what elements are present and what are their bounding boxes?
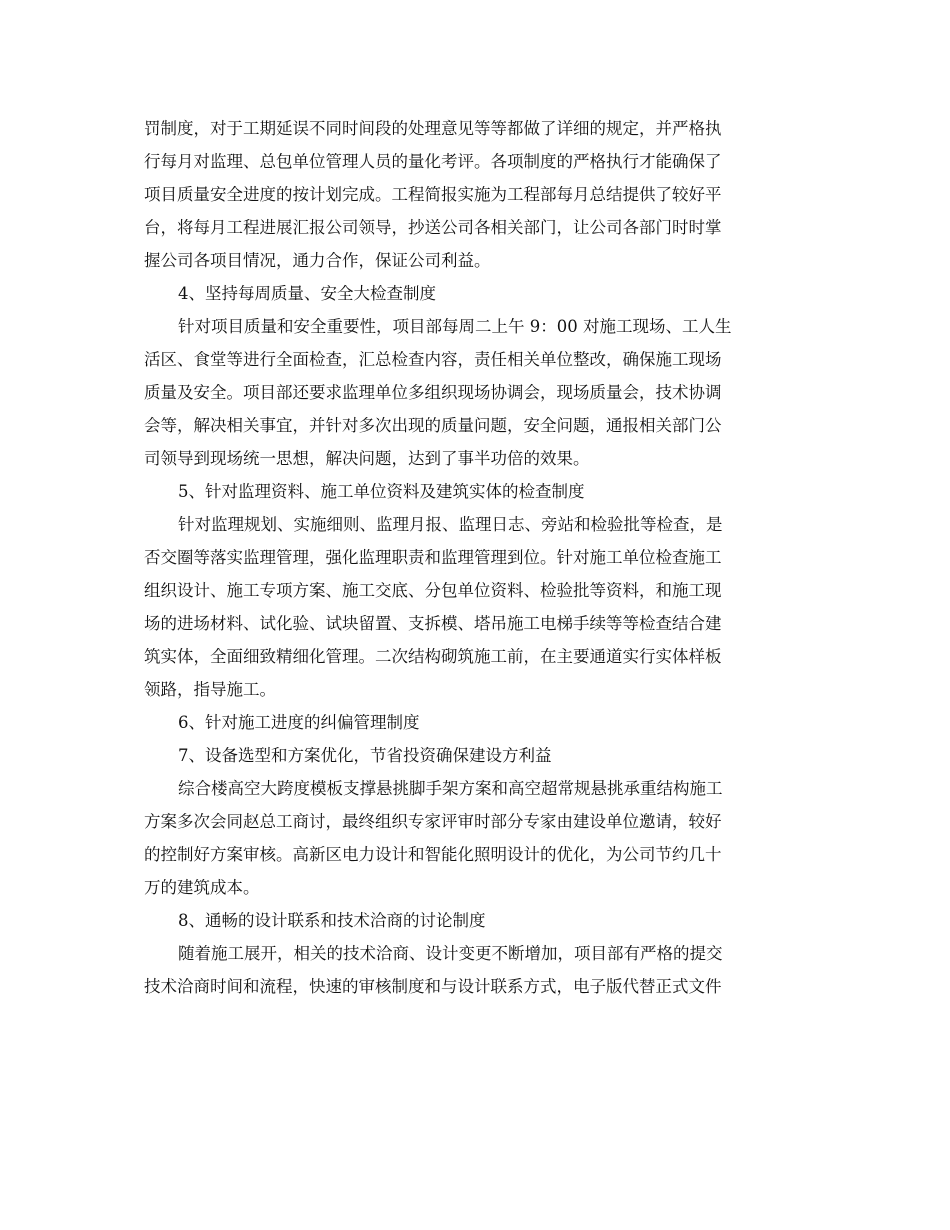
section-heading: 8、通畅的设计联系和技术洽商的讨论制度 xyxy=(178,911,486,930)
text-line: 握公司各项目情况，通力合作，保证公司利益。 xyxy=(144,251,491,270)
text-line: 万的建筑成本。 xyxy=(144,878,260,897)
text-line: 技术洽商时间和流程，快速的审核制度和与设计联系方式，电子版代替正式文件 xyxy=(144,977,722,996)
text-line: 的控制好方案审核。高新区电力设计和智能化照明设计的优化，为公司节约几十 xyxy=(144,845,722,864)
paragraph-start-line: 随着施工展开，相关的技术洽商、设计变更不断增加，项目部有严格的提交 xyxy=(178,944,723,963)
text-line: 活区、食堂等进行全面检查，汇总检查内容，责任相关单位整改，确保施工现场 xyxy=(144,350,722,369)
section-heading: 6、针对施工进度的纠偏管理制度 xyxy=(178,713,420,732)
text-line: 筑实体，全面细致精细化管理。二次结构砌筑施工前，在主要通道实行实体样板 xyxy=(144,647,722,666)
text-line: 组织设计、施工专项方案、施工交底、分包单位资料、检验批等资料，和施工现 xyxy=(144,581,722,600)
text-line: 罚制度，对于工期延误不同时间段的处理意见等等都做了详细的规定，并严格执 xyxy=(144,119,722,138)
paragraph-start-line: 针对监理规划、实施细则、监理月报、监理日志、旁站和检验批等检查，是 xyxy=(178,515,723,534)
paragraph-start-line: 针对项目质量和安全重要性，项目部每周二上午 9：00 对施工现场、工人生 xyxy=(178,317,732,336)
section-heading: 7、设备选型和方案优化，节省投资确保建设方利益 xyxy=(178,746,552,765)
text-line: 否交圈等落实监理管理，强化监理职责和监理管理到位。针对施工单位检查施工 xyxy=(144,548,722,567)
text-line: 台，将每月工程进展汇报公司领导，抄送公司各相关部门，让公司各部门时时掌 xyxy=(144,218,722,237)
text-line: 方案多次会同赵总工商讨，最终组织专家评审时部分专家由建设单位邀请，较好 xyxy=(144,812,722,831)
section-heading: 5、针对监理资料、施工单位资料及建筑实体的检查制度 xyxy=(178,482,585,501)
text-line: 项目质量安全进度的按计划完成。工程简报实施为工程部每月总结提供了较好平 xyxy=(144,185,722,204)
text-line: 司领导到现场统一思想，解决问题，达到了事半功倍的效果。 xyxy=(144,449,590,468)
text-line: 会等，解决相关事宜，并针对多次出现的质量问题，安全问题，通报相关部门公 xyxy=(144,416,722,435)
text-line: 行每月对监理、总包单位管理人员的量化考评。各项制度的严格执行才能确保了 xyxy=(144,152,722,171)
text-line: 领路，指导施工。 xyxy=(144,680,276,699)
text-line: 场的进场材料、试化验、试块留置、支拆模、塔吊施工电梯手续等等检查结合建 xyxy=(144,614,722,633)
paragraph-start-line: 综合楼高空大跨度模板支撑悬挑脚手架方案和高空超常规悬挑承重结构施工 xyxy=(178,779,723,798)
text-line: 质量及安全。项目部还要求监理单位多组织现场协调会，现场质量会，技术协调 xyxy=(144,383,722,402)
document-body xyxy=(144,112,800,1003)
section-heading: 4、坚持每周质量、安全大检查制度 xyxy=(178,284,436,303)
